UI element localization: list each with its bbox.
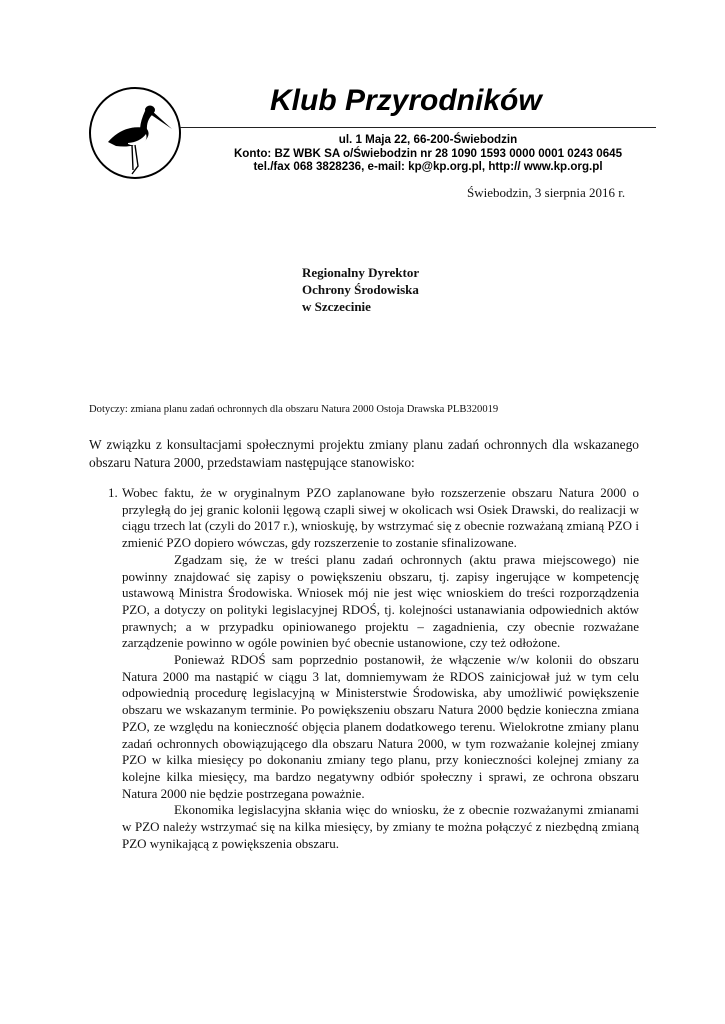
recipient-line-3: w Szczecinie [302, 299, 371, 314]
recipient-line-2: Ochrony Środowiska [302, 282, 419, 297]
subject-line: Dotyczy: zmiana planu zadań ochronnych dla obszaru Natura 2000 Ostoja Drawska PLB320019 [89, 404, 499, 415]
list-item-body [122, 485, 639, 852]
list-item-number: 1. [108, 485, 118, 500]
recipient-block [302, 264, 419, 315]
body-paragraph: Ponieważ RDOŚ sam poprzednio postanowił, że włączenie w/w kolonii do obszaru Natura 2000 ma nastąpić w ciągu 3 lat, domniemywam że RDOS zainicjował już w tym celu odpowiednią procedurę legislacyjną w Ministerstwie Środowiska, aby umożliwić powiększenie obszaru we wskazanym terminie. Po powiększeniu obszaru Natura 2000 będzie konieczna zmiana PZO, ze względu na konieczność objęcia planem dodatkowego terenu. Wielokrotne zmiany planu zadań ochronnych obowiązującego dla obszaru Natura 2000, w tym rozważanie kolejnej zmiany PZO w kilka miesięcy po dokonaniu zmiany tego planu, przy konieczności kolejnej zmiany za kolejne kilka miesięcy, ma bardzo negatywny odbiór społeczny i sprawi, ze ochrona obszaru Natura 2000 nie będzie postrzegana poważnie. [122, 652, 639, 801]
intro-paragraph: W związku z konsultacjami społecznymi projektu zmiany planu zadań ochronnych dla wskazanego obszaru Natura 2000, przedstawiam następujące stanowisko: [89, 437, 639, 470]
address-line: ul. 1 Maja 22, 66-200-Świebodzin [338, 133, 518, 146]
letterhead-details [190, 133, 666, 174]
contact-line: tel./fax 068 3828236, e-mail: kp@kp.org.pl, http:// www.kp.org.pl [253, 160, 603, 173]
stork-logo [88, 86, 182, 180]
numbered-list [89, 485, 639, 852]
body-paragraph: Ekonomika legislacyjna skłania więc do wniosku, że z obecnie rozważanymi zmianami w PZO należy wstrzymać się na kilka miesięcy, by zmiany te można połączyć z niezbędną zmianą PZO wynikającą z powiększenia obszaru. [122, 802, 639, 851]
body-paragraph: Wobec faktu, że w oryginalnym PZO zaplanowane było rozszerzenie obszaru Natura 2000 o przyległą do jej granic kolonii lęgową czapli siwej w okolicach wsi Osiek Drawski, do realizacji w ciągu trzech lat (czyli do 2017 r.), wnioskuję, by wstrzymać się z obecnie rozważaną zmianą PZO i zmienić PZO dopiero wówczas, gdy rozszerzenie to zostanie sfinalizowane. [122, 485, 639, 551]
letter-date: Świebodzin, 3 sierpnia 2016 r. [467, 185, 626, 200]
recipient-line-1: Regionalny Dyrektor [302, 265, 420, 280]
bank-account-line: Konto: BZ WBK SA o/Świebodzin nr 28 1090 1593 0000 0001 0243 0645 [233, 146, 623, 160]
body-paragraph: Zgadzam się, że w treści planu zadań ochronnych (aktu prawa miejscowego) nie powinny znajdować się zapisy o powiększeniu obszaru, tj. zapisy ingerujące w kompetencję ustawową Ministra Środowiska. Wniosek mój nie jest więc wnioskiem do treści rozporządzenia PZO, a dotyczy on polityki legislacyjnej RDOŚ, tj. kolejności ustanawiania odpowiednich aktów prawnych; a w przypadku opiniowanego projektu – zagadnienia, czy obecnie rozważane zarządzenie powinno w ogóle powinien być obecnie ustanowione, czy też odłożone. [122, 551, 639, 651]
organization-name: Klub Przyrodników [270, 84, 542, 117]
list-item [89, 485, 639, 852]
header-divider [180, 127, 656, 128]
